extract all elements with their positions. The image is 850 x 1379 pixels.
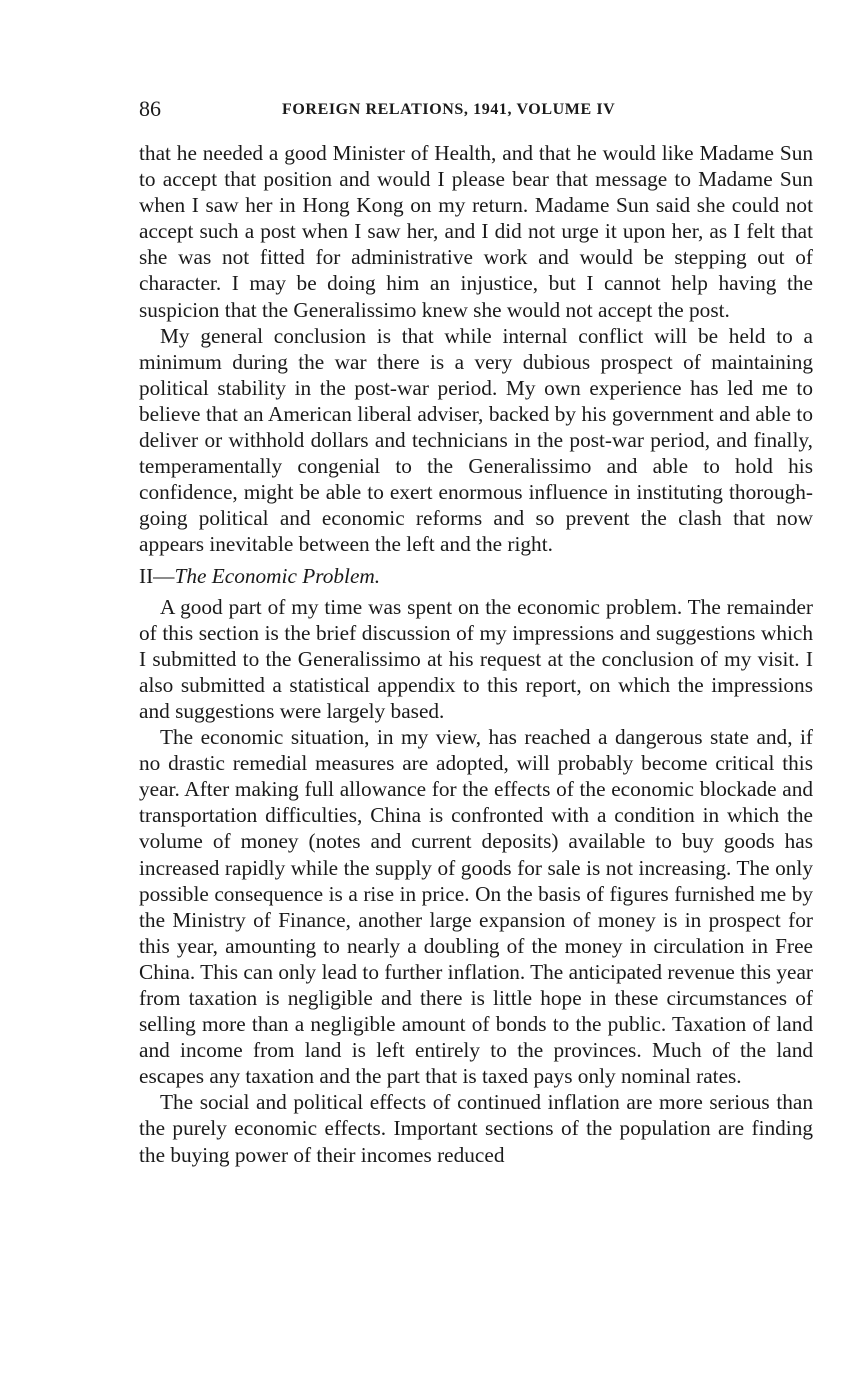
section-heading — [139, 563, 813, 589]
section-number: II— — [139, 563, 175, 588]
paragraph-continued: that he needed a good Minister of Health, and that he would like Madame Sun to accept that position and would I please bear that message to Madame Sun when I saw her in Hong Kong on my return. Madame Sun said she could not accept such a post when I saw her, and I did not urge it upon her, as I felt that she was not fitted for administrative work and would be stepping out of character. I may be doing him an injustice, but I cannot help having the suspicion that the Generalissimo knew she would not accept the post. — [139, 141, 813, 322]
paragraph-economic-intro: A good part of my time was spent on the economic problem. The remainder of this section is the brief discussion of my impressions and suggestions which I submitted to the Generalissimo at his request at the conclusion of my visit. I also submitted a statistical appendix to this report, on which the impressions and suggestions were largely based. — [139, 594, 813, 723]
document-page — [139, 96, 813, 1168]
section-title: The Economic Problem. — [174, 563, 381, 588]
running-head: FOREIGN RELATIONS, 1941, VOLUME IV — [282, 101, 616, 118]
paragraph-social-effects: The social and political effects of continued inflation are more serious than the purely economic effects. Important sections of the population are finding the buying power of their incomes reduced — [139, 1090, 813, 1167]
body-text — [139, 140, 813, 1168]
paragraph-general-conclusion: My general conclusion is that while internal conflict will be held to a minimum during the war there is a very dubious prospect of maintaining political stability in the post-war period. My own experience has led me to believe that an American liberal adviser, backed by his government and able to deliver or withhold dollars and technicians in the post-war period, and finally, temperamentally congenial to the Generalissimo and able to hold his confidence, might be able to exert enormous influence in instituting thorough-going political and economic reforms and so prevent the clash that now appears inevitable between the left and the right. — [139, 323, 813, 557]
page-number: 86 — [139, 96, 161, 121]
page-header — [139, 96, 813, 122]
paragraph-economic-situation: The economic situation, in my view, has reached a dangerous state and, if no drastic remedial measures are adopted, will probably become critical this year. After making full allowance for the effects of the economic blockade and transportation difficulties, China is confronted with a condition in which the volume of money (notes and current deposits) available to buy goods has increased rapidly while the supply of goods for sale is not increasing. The only possible consequence is a rise in price. On the basis of figures furnished me by the Ministry of Finance, another large expansion of money is in prospect for this year, amounting to nearly a doubling of the money in circulation in Free China. This can only lead to further inflation. The anticipated revenue this year from taxation is negligible and there is little hope in these circumstances of selling more than a negligible amount of bonds to the public. Taxation of land and income from land is left entirely to the provinces. Much of the land escapes any taxation and the part that is taxed pays only nominal rates. — [139, 725, 813, 1089]
